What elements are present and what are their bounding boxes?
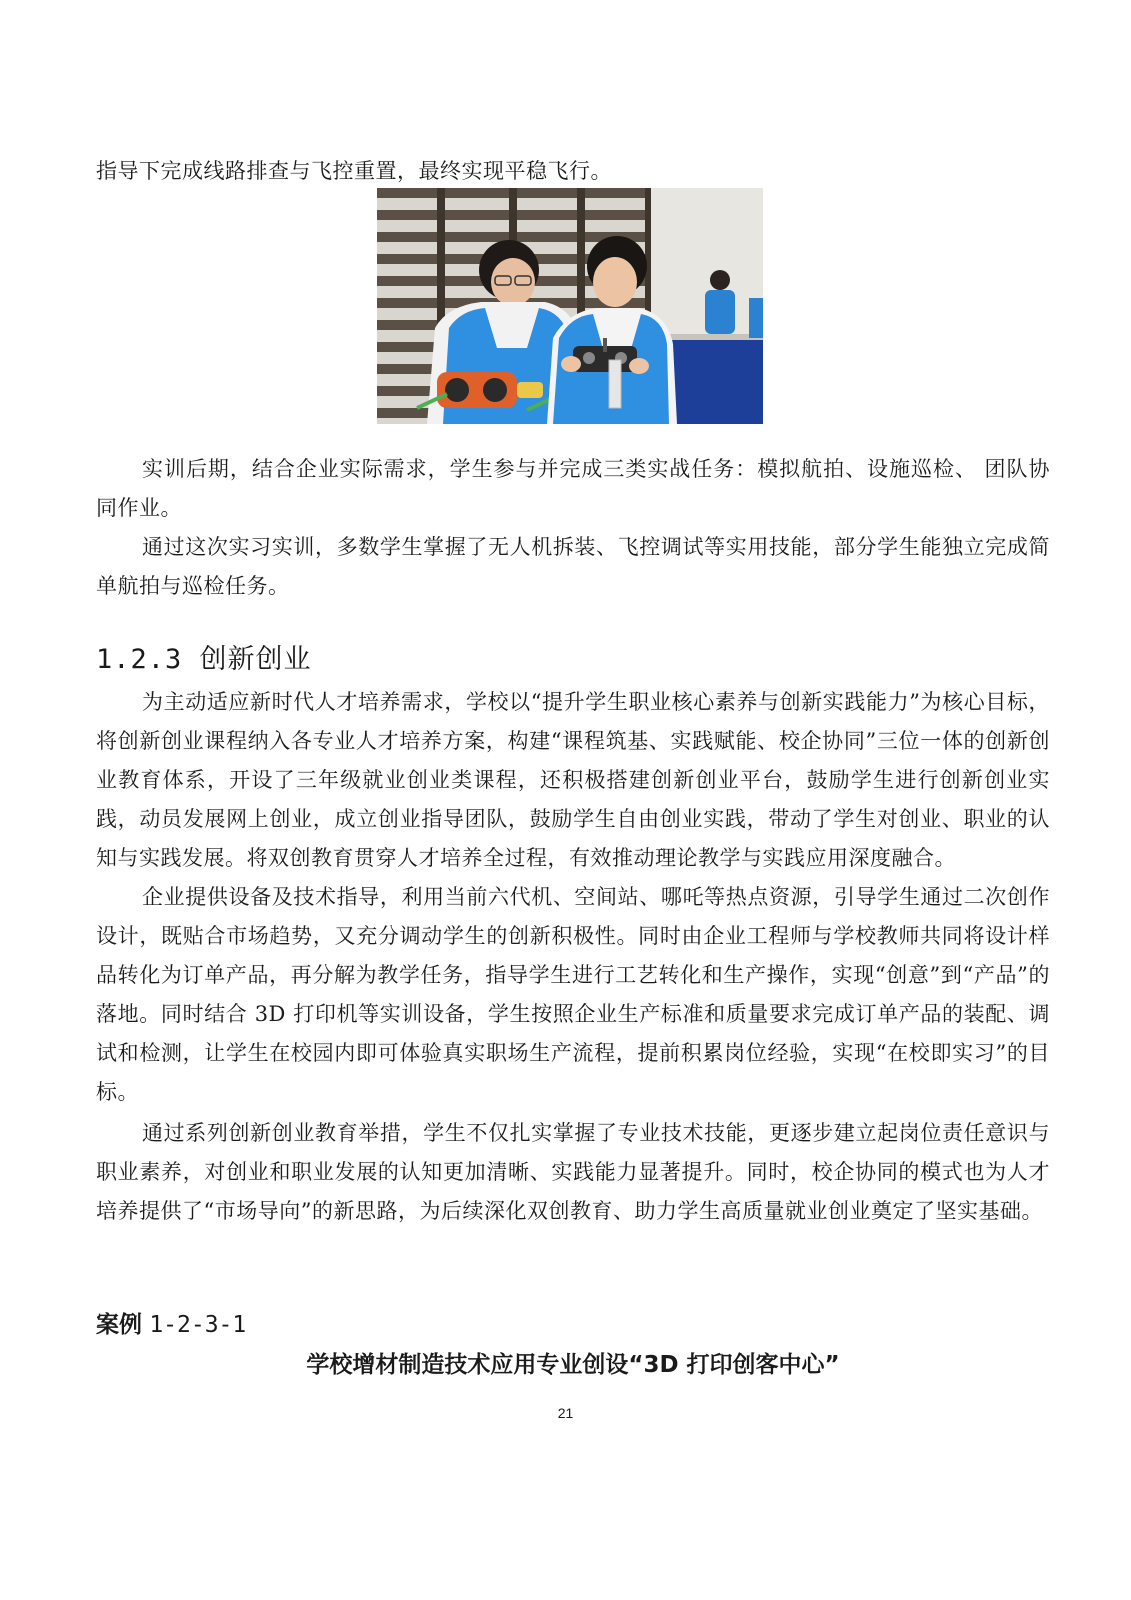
photo-students-drone-icon (377, 188, 763, 424)
paragraph-continuation: 指导下完成线路排查与飞控重置，最终实现平稳飞行。 (96, 159, 612, 183)
case-label-word: 案例 (96, 1312, 142, 1338)
section-heading: 1.2.3 创新创业 (96, 644, 312, 675)
case-label-number: 1-2-3-1 (149, 1312, 247, 1338)
case-title: 学校增材制造技术应用专业创设“3D 打印创客中心” (306, 1352, 840, 1378)
paragraph-innovation-3: 通过系列创新创业教育举措，学生不仅扎实掌握了专业技术技能，更逐步建立起岗位责任意识与职业素养，对创业和职业发展的认知更加清晰、实践能力显著提升。同时，校企协同的模式也为人才培养提供了“市场导向”的新思路，为后续深化双创教育、助力学生高质量就业创业奠定了坚实基础。 (96, 1121, 1050, 1223)
paragraph-training: 实训后期，结合企业实际需求，学生参与并完成三类实战任务：模拟航拍、设施巡检、 团队协同作业。 (96, 457, 1050, 520)
case-label (96, 1307, 246, 1343)
paragraph-result: 通过这次实习实训，多数学生掌握了无人机拆装、飞控调试等实用技能，部分学生能独立完成简单航拍与巡检任务。 (96, 535, 1050, 598)
page-number: 21 (557, 1405, 574, 1421)
paragraph-innovation-1: 为主动适应新时代人才培养需求，学校以“提升学生职业核心素养与创新实践能力”为核心目标，将创新创业课程纳入各专业人才培养方案，构建“课程筑基、实践赋能、校企协同”三位一体的创新创业教育体系，开设了三年级就业创业类课程，还积极搭建创新创业平台，鼓励学生进行创新创业实践，动员发展网上创业，成立创业指导团队，鼓励学生自由创业实践，带动了学生对创业、职业的认知与实践发展。将双创教育贯穿人才培养全过程，有效推动理论教学与实践应用深度融合。 (96, 690, 1050, 870)
paragraph-innovation-2: 企业提供设备及技术指导，利用当前六代机、空间站、哪吒等热点资源，引导学生通过二次创作设计，既贴合市场趋势，又充分调动学生的创新积极性。同时由企业工程师与学校教师共同将设计样品转化为订单产品，再分解为教学任务，指导学生进行工艺转化和生产操作，实现“创意”到“产品”的落地。同时结合 3D 打印机等实训设备，学生按照企业生产标准和质量要求完成订单产品的装配、调试和检测，让学生在校园内即可体验真实职场生产流程，提前积累岗位经验，实现“在校即实习”的目标。 (96, 885, 1050, 1104)
